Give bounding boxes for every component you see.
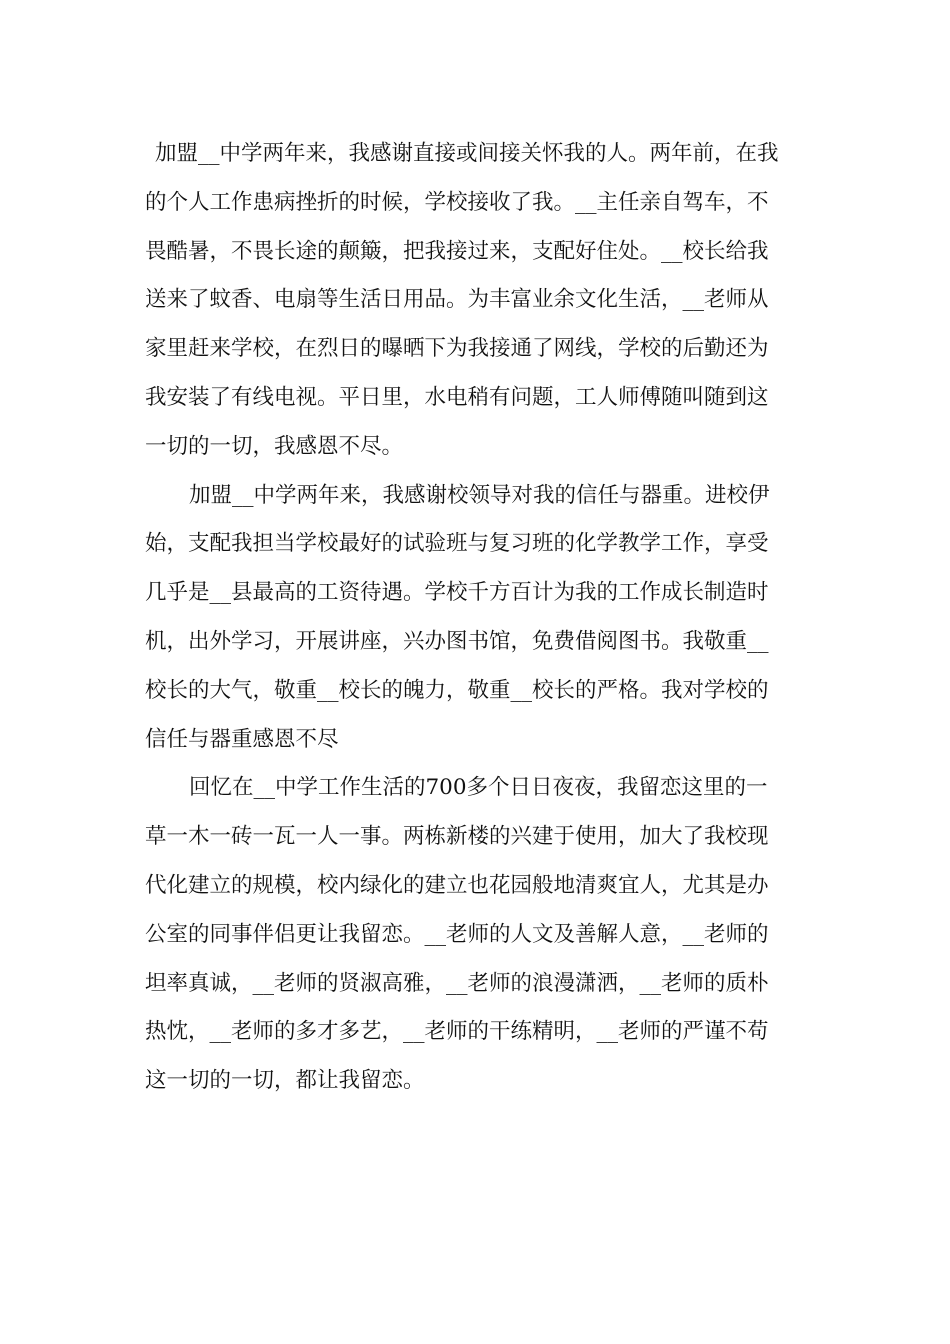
paragraph-line: 代化建立的规模，校内绿化的建立也花园般地清爽宜人，尤其是办 (145, 872, 769, 898)
paragraph-1 (145, 130, 810, 472)
paragraph-line: 草一木一砖一瓦一人一事。两栋新楼的兴建于使用，加大了我校现 (145, 824, 769, 850)
paragraph-3 (145, 764, 810, 1106)
paragraph-line: 一切的一切，我感恩不尽。 (145, 433, 404, 459)
document-body (145, 130, 810, 1106)
paragraph-line: 加盟__中学两年来，我感谢直接或间接关怀我的人。两年前，在我 (155, 141, 779, 166)
paragraph-line: 送来了蚊香、电扇等生活日用品。为丰富业余文化生活，__老师从 (145, 287, 769, 313)
paragraph-2 (145, 472, 810, 765)
paragraph-line: 畏酷暑，不畏长途的颠簸，把我接过来，支配好住处。__校长给我 (145, 238, 769, 264)
paragraph-line: 校长的大气，敬重__校长的魄力，敬重__校长的严格。我对学校的 (145, 677, 769, 703)
paragraph-line: 几乎是__县最高的工资待遇。学校千方百计为我的工作成长制造时 (145, 580, 769, 606)
paragraph-line: 家里赶来学校，在烈日的曝晒下为我接通了网线，学校的后勤还为 (145, 336, 769, 362)
paragraph-line: 公室的同事伴侣更让我留恋。__老师的人文及善解人意，__老师的 (145, 921, 769, 947)
paragraph-line: 机，出外学习，开展讲座，兴办图书馆，免费借阅图书。我敬重__ (145, 628, 769, 654)
paragraph-line: 我安装了有线电视。平日里，水电稍有问题，工人师傅随叫随到这 (145, 384, 769, 410)
paragraph-line: 坦率真诚，__老师的贤淑高雅，__老师的浪漫潇洒，__老师的质朴 (145, 970, 769, 996)
paragraph-line: 回忆在__中学工作生活的700多个日日夜夜，我留恋这里的一 (189, 775, 768, 801)
paragraph-line: 加盟__中学两年来，我感谢校领导对我的信任与器重。进校伊 (189, 482, 770, 508)
paragraph-line: 始，支配我担当学校最好的试验班与复习班的化学教学工作，享受 (145, 531, 769, 557)
paragraph-line: 信任与器重感恩不尽 (145, 726, 339, 752)
paragraph-line: 热忱，__老师的多才多艺，__老师的干练精明，__老师的严谨不苟 (145, 1019, 769, 1045)
paragraph-line: 这一切的一切，都让我留恋。 (145, 1068, 425, 1094)
paragraph-line: 的个人工作患病挫折的时候，学校接收了我。__主任亲自驾车，不 (145, 189, 769, 215)
